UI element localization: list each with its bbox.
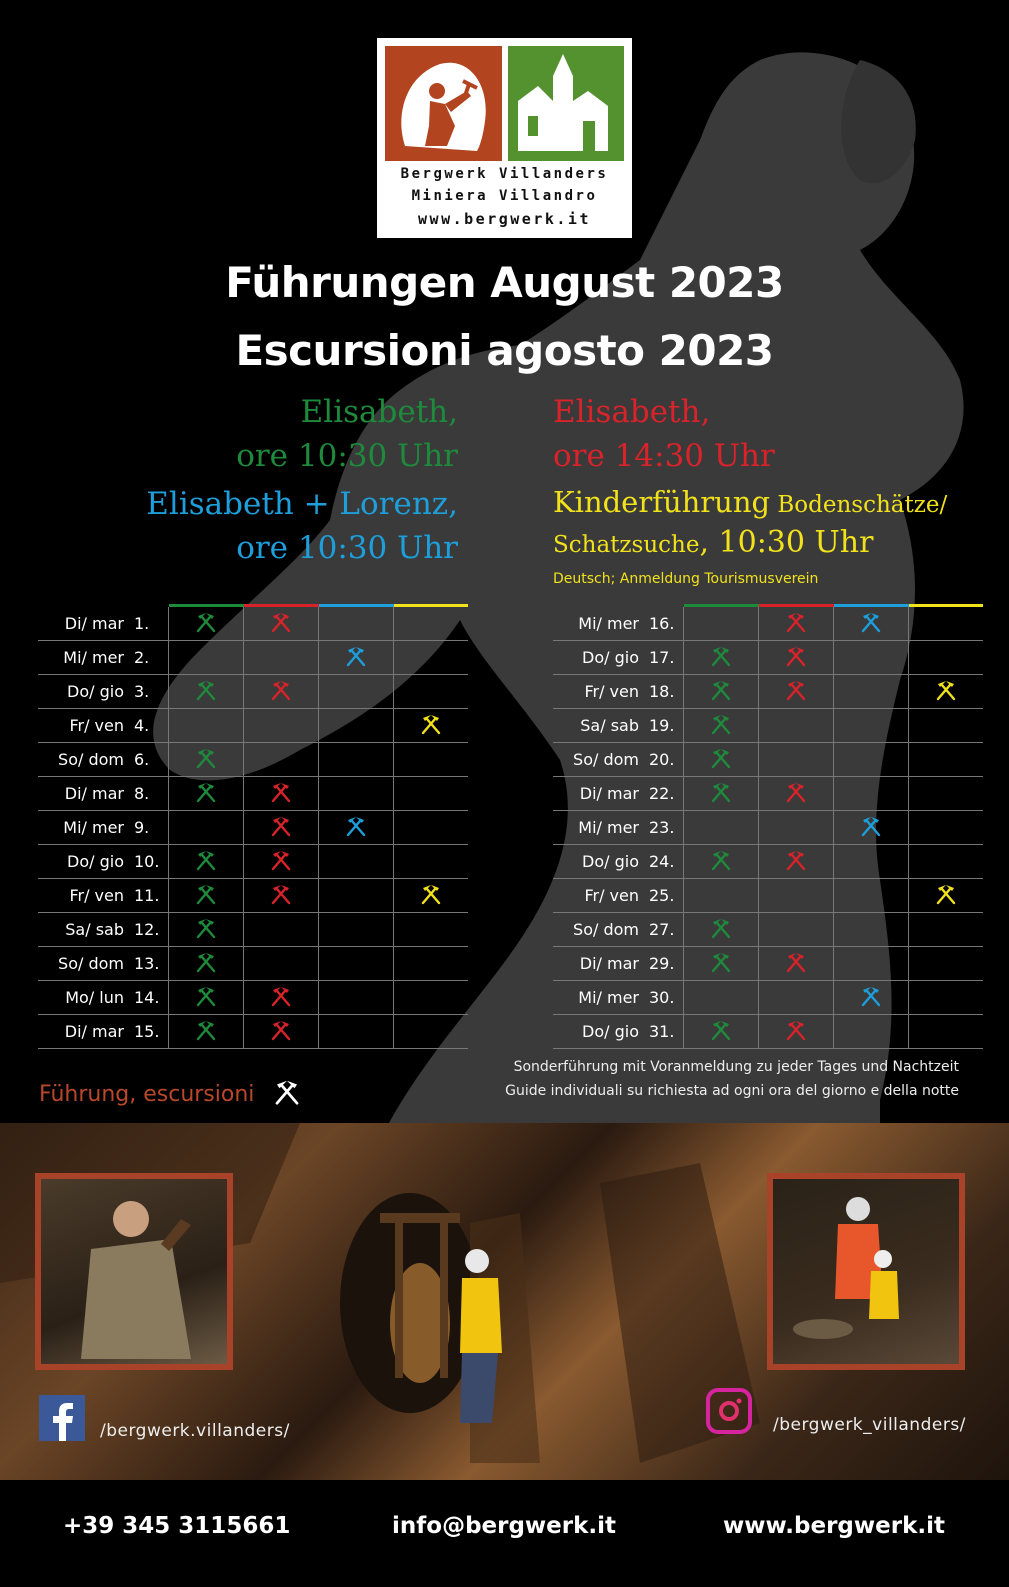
schedule-day: Do/ gio: [38, 845, 130, 879]
crossed-hammers-icon: [859, 610, 883, 638]
schedule-cell-g: [169, 607, 244, 641]
schedule-cell-r: [759, 675, 834, 709]
schedule-day: So/ dom: [553, 743, 645, 777]
title-german: Führungen August 2023: [225, 258, 784, 307]
schedule-day: Mo/ lun: [38, 981, 130, 1015]
schedule-cell-g: [684, 675, 759, 709]
schedule-cell-b: [834, 675, 909, 709]
schedule-row: [38, 675, 468, 709]
miner-worker-photo: [35, 1173, 233, 1370]
schedule-cell-b: [319, 913, 394, 947]
schedule-row: [553, 947, 983, 981]
crossed-hammers-icon: [934, 678, 958, 706]
schedule-cell-y: [394, 743, 469, 777]
crossed-hammers-icon: [709, 950, 733, 978]
schedule-date: 27.: [645, 913, 684, 947]
schedule-cell-b: [319, 879, 394, 913]
crossed-hammers-icon: [784, 644, 808, 672]
schedule-cell-y: [394, 777, 469, 811]
schedule-cell-r: [759, 845, 834, 879]
schedule-row: [38, 879, 468, 913]
schedule-cell-b: [319, 845, 394, 879]
schedule-cell-g: [684, 947, 759, 981]
schedule-date: 3.: [130, 675, 169, 709]
schedule-cell-g: [684, 641, 759, 675]
crossed-hammers-icon: [194, 984, 218, 1012]
schedule-row: [38, 709, 468, 743]
schedule-cell-r: [244, 743, 319, 777]
crossed-hammers-icon: [709, 712, 733, 740]
schedule-cell-r: [759, 879, 834, 913]
schedule-cell-y: [909, 879, 984, 913]
crossed-hammers-icon: [419, 712, 443, 740]
schedule-date: 22.: [645, 777, 684, 811]
crossed-hammers-icon: [269, 984, 293, 1012]
schedule-row: [553, 981, 983, 1015]
schedule-cell-g: [169, 913, 244, 947]
schedule-cell-b: [319, 777, 394, 811]
village-logo-panel: [508, 46, 624, 161]
schedule-date: 8.: [130, 777, 169, 811]
schedule-date: 18.: [645, 675, 684, 709]
schedule-day: Fr/ ven: [38, 709, 130, 743]
schedule-day: Do/ gio: [553, 845, 645, 879]
schedule-cell-y: [909, 811, 984, 845]
instagram-icon[interactable]: [706, 1388, 752, 1434]
crossed-hammers-icon: [269, 814, 293, 842]
schedule-cell-b: [319, 607, 394, 641]
schedule-cell-b: [319, 947, 394, 981]
schedule-cell-b: [834, 845, 909, 879]
schedule-cell-g: [169, 811, 244, 845]
schedule-cell-y: [394, 709, 469, 743]
crossed-hammers-icon: [269, 1018, 293, 1046]
miner-logo-panel: [385, 46, 502, 161]
schedule-cell-r: [244, 709, 319, 743]
schedule-day: Di/ mar: [38, 777, 130, 811]
schedule-row: [553, 845, 983, 879]
guide-green: [236, 390, 458, 478]
schedule-row: [38, 607, 468, 641]
schedule-day: So/ dom: [553, 913, 645, 947]
crossed-hammers-icon: [784, 1018, 808, 1046]
mine-photo-strip: [0, 1123, 1009, 1480]
schedule-cell-g: [684, 777, 759, 811]
schedule-cell-r: [759, 1015, 834, 1049]
schedule-cell-g: [684, 913, 759, 947]
schedule-date: 17.: [645, 641, 684, 675]
schedule-row: [553, 879, 983, 913]
schedule-date: 31.: [645, 1015, 684, 1049]
schedule-date: 16.: [645, 607, 684, 641]
guide-blue: [146, 482, 458, 570]
schedule-cell-g: [684, 607, 759, 641]
crossed-hammers-icon: [269, 848, 293, 876]
schedule-cell-r: [759, 981, 834, 1015]
schedule-day: Mi/ mer: [38, 641, 130, 675]
schedule-row: [38, 743, 468, 777]
schedule-cell-r: [244, 641, 319, 675]
special-tours-de: Sonderführung mit Voranmeldung zu jeder Tages und Nachtzeit: [513, 1059, 959, 1075]
crossed-hammers-icon: [859, 814, 883, 842]
schedule-cell-r: [244, 675, 319, 709]
schedule-cell-g: [169, 675, 244, 709]
schedule-date: 6.: [130, 743, 169, 777]
schedule-date: 15.: [130, 1015, 169, 1049]
schedule-cell-r: [244, 811, 319, 845]
schedule-date: 12.: [130, 913, 169, 947]
schedule-cell-b: [834, 709, 909, 743]
schedule-cell-y: [394, 845, 469, 879]
crossed-hammers-icon: [784, 950, 808, 978]
schedule-cell-y: [909, 777, 984, 811]
logo-name-it: Miniera Villandro: [411, 188, 598, 204]
schedule-cell-y: [394, 913, 469, 947]
schedule-cell-y: [394, 981, 469, 1015]
crossed-hammers-icon: [344, 814, 368, 842]
schedule-cell-r: [759, 777, 834, 811]
schedule-cell-r: [759, 641, 834, 675]
special-tours-it: Guide individuali su richiesta ad ogni ora del giorno e della notte: [505, 1083, 959, 1099]
schedule-date: 19.: [645, 709, 684, 743]
schedule-cell-y: [909, 743, 984, 777]
schedule-row: [38, 811, 468, 845]
schedule-row: [38, 913, 468, 947]
schedule-cell-g: [169, 981, 244, 1015]
schedule-date: 14.: [130, 981, 169, 1015]
schedule-cell-g: [169, 1015, 244, 1049]
schedule-cell-g: [169, 879, 244, 913]
schedule-row: [553, 777, 983, 811]
crossed-hammers-icon: [709, 916, 733, 944]
schedule-day: Mi/ mer: [38, 811, 130, 845]
guide-red-time: ore 14:30 Uhr: [553, 438, 775, 474]
schedule-cell-y: [394, 675, 469, 709]
schedule-row: [553, 641, 983, 675]
schedule-row: [553, 709, 983, 743]
schedule-cell-b: [834, 1015, 909, 1049]
crossed-hammers-icon: [194, 882, 218, 910]
schedule-date: 24.: [645, 845, 684, 879]
crossed-hammers-icon: [194, 848, 218, 876]
schedule-date: 10.: [130, 845, 169, 879]
schedule-cell-b: [834, 981, 909, 1015]
schedule-cell-b: [319, 1015, 394, 1049]
schedule-cell-b: [834, 913, 909, 947]
schedule-table-left: [38, 604, 468, 1049]
crossed-hammers-icon: [194, 1018, 218, 1046]
schedule-date: 23.: [645, 811, 684, 845]
schedule-day: Sa/ sab: [38, 913, 130, 947]
crossed-hammers-icon: [859, 984, 883, 1012]
crossed-hammers-icon: [709, 678, 733, 706]
schedule-row: [38, 947, 468, 981]
schedule-day: Mi/ mer: [553, 981, 645, 1015]
guide-yellow-note: Deutsch; Anmeldung Tourismusverein: [553, 571, 819, 587]
title-italian: Escursioni agosto 2023: [235, 326, 774, 375]
schedule-cell-r: [244, 845, 319, 879]
schedule-table-right: [553, 604, 983, 1049]
schedule-cell-y: [909, 709, 984, 743]
schedule-day: Di/ mar: [553, 947, 645, 981]
crossed-hammers-icon: [269, 678, 293, 706]
schedule-cell-y: [394, 641, 469, 675]
crossed-hammers-icon: [194, 780, 218, 808]
schedule-cell-y: [909, 913, 984, 947]
schedule-day: Sa/ sab: [553, 709, 645, 743]
schedule-cell-b: [834, 777, 909, 811]
crossed-hammers-icon: [194, 746, 218, 774]
schedule-cell-g: [169, 845, 244, 879]
schedule-row: [553, 743, 983, 777]
schedule-cell-y: [394, 607, 469, 641]
schedule-day: Fr/ ven: [553, 879, 645, 913]
schedule-cell-y: [394, 1015, 469, 1049]
schedule-cell-r: [759, 743, 834, 777]
crossed-hammers-icon: [269, 780, 293, 808]
instagram-handle[interactable]: /bergwerk_villanders/: [773, 1415, 966, 1435]
schedule-cell-b: [319, 641, 394, 675]
schedule-day: Fr/ ven: [38, 879, 130, 913]
guide-yellow: [553, 484, 973, 587]
schedule-cell-r: [244, 607, 319, 641]
schedule-row: [553, 1015, 983, 1049]
schedule-day: Do/ gio: [553, 1015, 645, 1049]
schedule-day: Fr/ ven: [553, 675, 645, 709]
crossed-hammers-icon: [709, 848, 733, 876]
schedule-date: 29.: [645, 947, 684, 981]
schedule-row: [38, 777, 468, 811]
crossed-hammers-icon: [419, 882, 443, 910]
schedule-cell-y: [909, 641, 984, 675]
schedule-cell-g: [684, 743, 759, 777]
legend-tour: [39, 1077, 303, 1113]
schedule-cell-y: [909, 1015, 984, 1049]
guide-yellow-sub1: Bodenschätze/: [770, 492, 948, 518]
schedule-cell-y: [394, 879, 469, 913]
schedule-cell-r: [759, 913, 834, 947]
crossed-hammers-icon: [934, 882, 958, 910]
schedule-row: [38, 1015, 468, 1049]
schedule-cell-r: [244, 879, 319, 913]
crossed-hammers-icon: [194, 610, 218, 638]
schedule-date: 2.: [130, 641, 169, 675]
crossed-hammers-icon: [269, 610, 293, 638]
schedule-cell-b: [834, 743, 909, 777]
schedule-cell-b: [319, 981, 394, 1015]
schedule-date: 25.: [645, 879, 684, 913]
schedule-cell-r: [759, 811, 834, 845]
schedule-row: [38, 981, 468, 1015]
bergwerk-logo: [377, 38, 632, 238]
schedule-cell-g: [684, 709, 759, 743]
schedule-cell-b: [319, 743, 394, 777]
contact-bar: [0, 1480, 1009, 1587]
schedule-cell-b: [319, 811, 394, 845]
crossed-hammers-icon: [194, 950, 218, 978]
schedule-date: 1.: [130, 607, 169, 641]
schedule-day: Di/ mar: [38, 1015, 130, 1049]
schedule-cell-b: [319, 709, 394, 743]
schedule-day: Di/ mar: [38, 607, 130, 641]
crossed-hammers-icon: [784, 780, 808, 808]
schedule-date: 4.: [130, 709, 169, 743]
schedule-date: 9.: [130, 811, 169, 845]
schedule-cell-b: [319, 675, 394, 709]
contact-email[interactable]: info@bergwerk.it: [392, 1513, 617, 1539]
facebook-handle[interactable]: /bergwerk.villanders/: [100, 1421, 290, 1441]
contact-website[interactable]: www.bergwerk.it: [723, 1513, 945, 1539]
special-tours-note: [505, 1055, 959, 1103]
schedule-cell-r: [244, 981, 319, 1015]
schedule-date: 11.: [130, 879, 169, 913]
schedule-day: Mi/ mer: [553, 811, 645, 845]
legend-tour-label: Führung, escursioni: [39, 1082, 255, 1107]
schedule-cell-g: [684, 1015, 759, 1049]
schedule-row: [38, 641, 468, 675]
guide-green-time: ore 10:30 Uhr: [236, 438, 458, 474]
schedule-cell-r: [759, 709, 834, 743]
crossed-hammers-icon: [194, 916, 218, 944]
family-visit-photo: [767, 1173, 965, 1370]
schedule-cell-r: [244, 947, 319, 981]
schedule-cell-y: [909, 981, 984, 1015]
schedule-date: 20.: [645, 743, 684, 777]
schedule-day: Do/ gio: [38, 675, 130, 709]
schedule-day: Do/ gio: [553, 641, 645, 675]
schedule-row: [38, 845, 468, 879]
guide-yellow-sub2: Schatzsuche: [553, 532, 700, 558]
schedule-cell-g: [169, 743, 244, 777]
schedule-cell-y: [909, 675, 984, 709]
schedule-day: So/ dom: [38, 947, 130, 981]
schedule-cell-g: [169, 947, 244, 981]
schedule-cell-y: [909, 607, 984, 641]
schedule-cell-g: [684, 811, 759, 845]
schedule-date: 30.: [645, 981, 684, 1015]
guide-yellow-main: Kinderführung: [553, 485, 771, 519]
guide-green-name: Elisabeth,: [300, 394, 458, 430]
schedule-cell-b: [834, 879, 909, 913]
schedule-cell-r: [759, 947, 834, 981]
crossed-hammers-icon: [344, 644, 368, 672]
facebook-icon[interactable]: [39, 1395, 85, 1441]
crossed-hammers-icon: [709, 644, 733, 672]
schedule-cell-g: [684, 981, 759, 1015]
schedule-row: [553, 607, 983, 641]
schedule-cell-r: [244, 913, 319, 947]
guide-red: [553, 390, 775, 478]
schedule-cell-r: [244, 777, 319, 811]
schedule-cell-y: [909, 845, 984, 879]
crossed-hammers-icon: [784, 848, 808, 876]
guide-blue-time: ore 10:30 Uhr: [236, 530, 458, 566]
schedule-cell-y: [394, 947, 469, 981]
logo-name-de: Bergwerk Villanders: [400, 166, 609, 182]
schedule-row: [553, 913, 983, 947]
crossed-hammers-icon: [784, 610, 808, 638]
schedule-day: Di/ mar: [553, 777, 645, 811]
schedule-cell-g: [684, 845, 759, 879]
schedule-cell-b: [834, 811, 909, 845]
crossed-hammers-icon: [709, 780, 733, 808]
schedule-row: [553, 811, 983, 845]
crossed-hammers-icon: [271, 1077, 303, 1113]
schedule-cell-b: [834, 641, 909, 675]
schedule-day: So/ dom: [38, 743, 130, 777]
guide-blue-name: Elisabeth + Lorenz,: [146, 486, 458, 522]
guide-yellow-time: , 10:30 Uhr: [699, 525, 874, 560]
logo-url: www.bergwerk.it: [418, 210, 591, 228]
schedule-cell-y: [909, 947, 984, 981]
guide-red-name: Elisabeth,: [553, 394, 711, 430]
schedule-cell-y: [394, 811, 469, 845]
schedule-cell-r: [244, 1015, 319, 1049]
schedule-cell-g: [169, 777, 244, 811]
crossed-hammers-icon: [784, 678, 808, 706]
crossed-hammers-icon: [269, 882, 293, 910]
schedule-date: 13.: [130, 947, 169, 981]
crossed-hammers-icon: [709, 1018, 733, 1046]
schedule-day: Mi/ mer: [553, 607, 645, 641]
schedule-cell-b: [834, 607, 909, 641]
crossed-hammers-icon: [709, 746, 733, 774]
schedule-cell-g: [169, 709, 244, 743]
schedule-cell-b: [834, 947, 909, 981]
crossed-hammers-icon: [194, 678, 218, 706]
schedule-cell-g: [169, 641, 244, 675]
contact-phone[interactable]: +39 345 3115661: [63, 1513, 291, 1539]
schedule-cell-g: [684, 879, 759, 913]
schedule-cell-r: [759, 607, 834, 641]
schedule-row: [553, 675, 983, 709]
